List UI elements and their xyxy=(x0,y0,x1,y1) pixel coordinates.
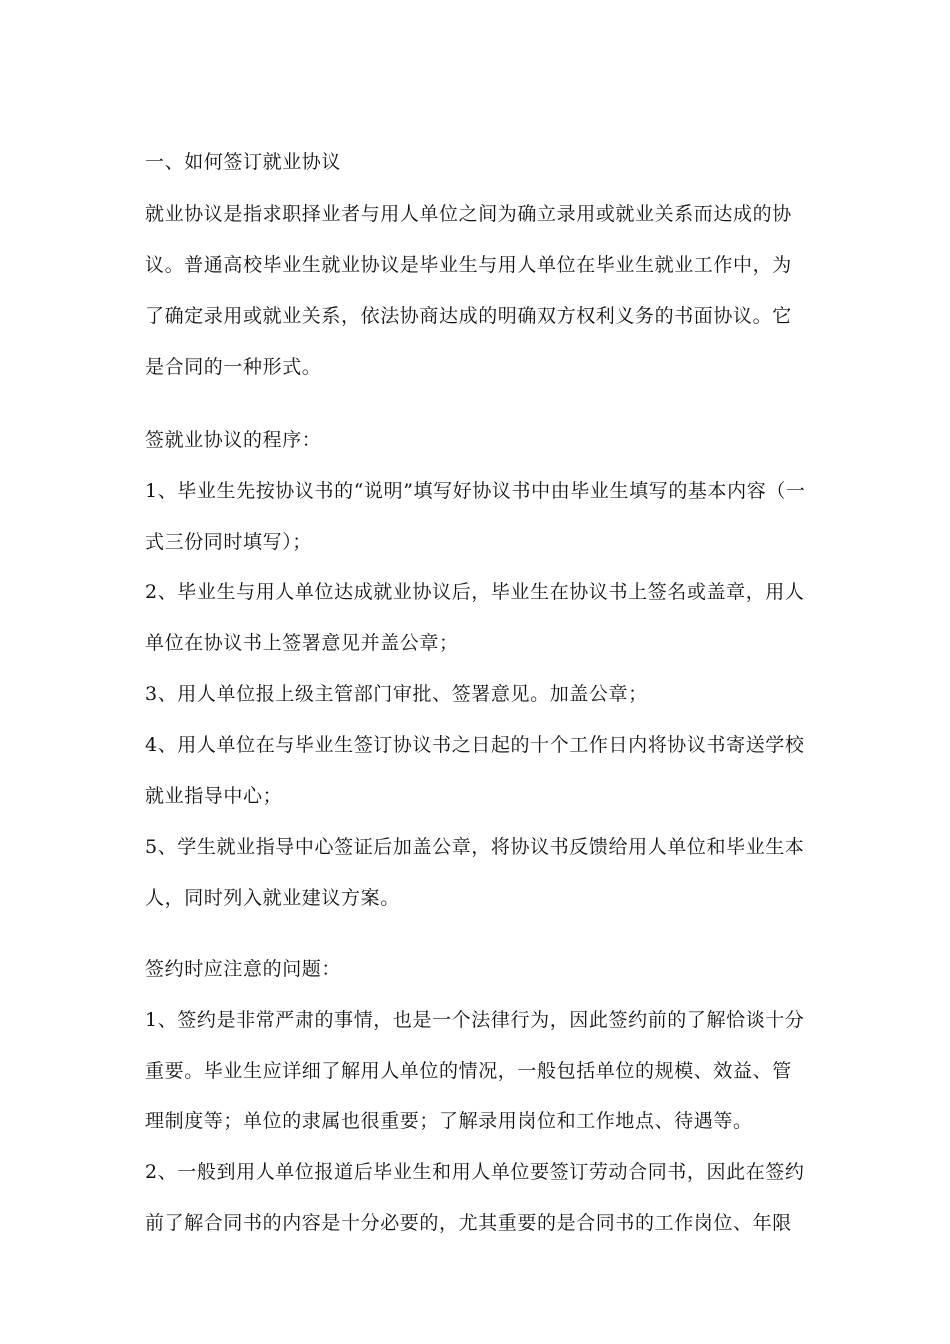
list-item-line: 2、一般到用人单位报道后毕业生和用人单位要签订劳动合同书，因此在签约 xyxy=(145,1161,805,1183)
subheading: 签就业协议的程序： xyxy=(145,429,322,451)
list-item-line: 式三份同时填写）； xyxy=(145,531,312,553)
subheading: 签约时应注意的问题： xyxy=(145,958,342,980)
paragraph-line: 就业协议是指求职择业者与用人单位之间为确立录用或就业关系而达成的协 xyxy=(145,203,792,225)
paragraph-line: 议。普通高校毕业生就业协议是毕业生与用人单位在毕业生就业工作中，为 xyxy=(145,254,792,276)
list-item-line: 1、签约是非常严肃的事情，也是一个法律行为，因此签约前的了解恰谈十分 xyxy=(145,1009,805,1031)
paragraph-line: 了确定录用或就业关系，依法协商达成的明确双方权利义务的书面协议。它 xyxy=(145,305,792,327)
list-item-line: 2、毕业生与用人单位达成就业协议后，毕业生在协议书上签名或盖章，用人 xyxy=(145,581,805,603)
list-item-line: 人，同时列入就业建议方案。 xyxy=(145,887,400,909)
list-item-line: 就业指导中心； xyxy=(145,785,283,807)
list-item-line: 5、学生就业指导中心签证后加盖公章，将协议书反馈给用人单位和毕业生本 xyxy=(145,836,805,858)
list-item-line: 3、用人单位报上级主管部门审批、签署意见。加盖公章； xyxy=(145,683,648,705)
list-item-line: 前了解合同书的内容是十分必要的，尤其重要的是合同书的工作岗位、年限 xyxy=(145,1212,792,1234)
list-item-line: 1、毕业生先按协议书的“说明”填写好协议书中由毕业生填写的基本内容（一 xyxy=(145,480,806,502)
list-item-line: 理制度等；单位的隶属也很重要；了解录用岗位和工作地点、待遇等。 xyxy=(145,1110,753,1132)
list-item-line: 单位在协议书上签署意见并盖公章； xyxy=(145,632,459,654)
list-item-line: 4、用人单位在与毕业生签订协议书之日起的十个工作日内将协议书寄送学校 xyxy=(145,734,805,756)
section-heading: 一、如何签订就业协议 xyxy=(145,151,342,173)
paragraph-line: 是合同的一种形式。 xyxy=(145,356,322,378)
list-item-line: 重要。毕业生应详细了解用人单位的情况，一般包括单位的规模、效益、管 xyxy=(145,1060,792,1082)
